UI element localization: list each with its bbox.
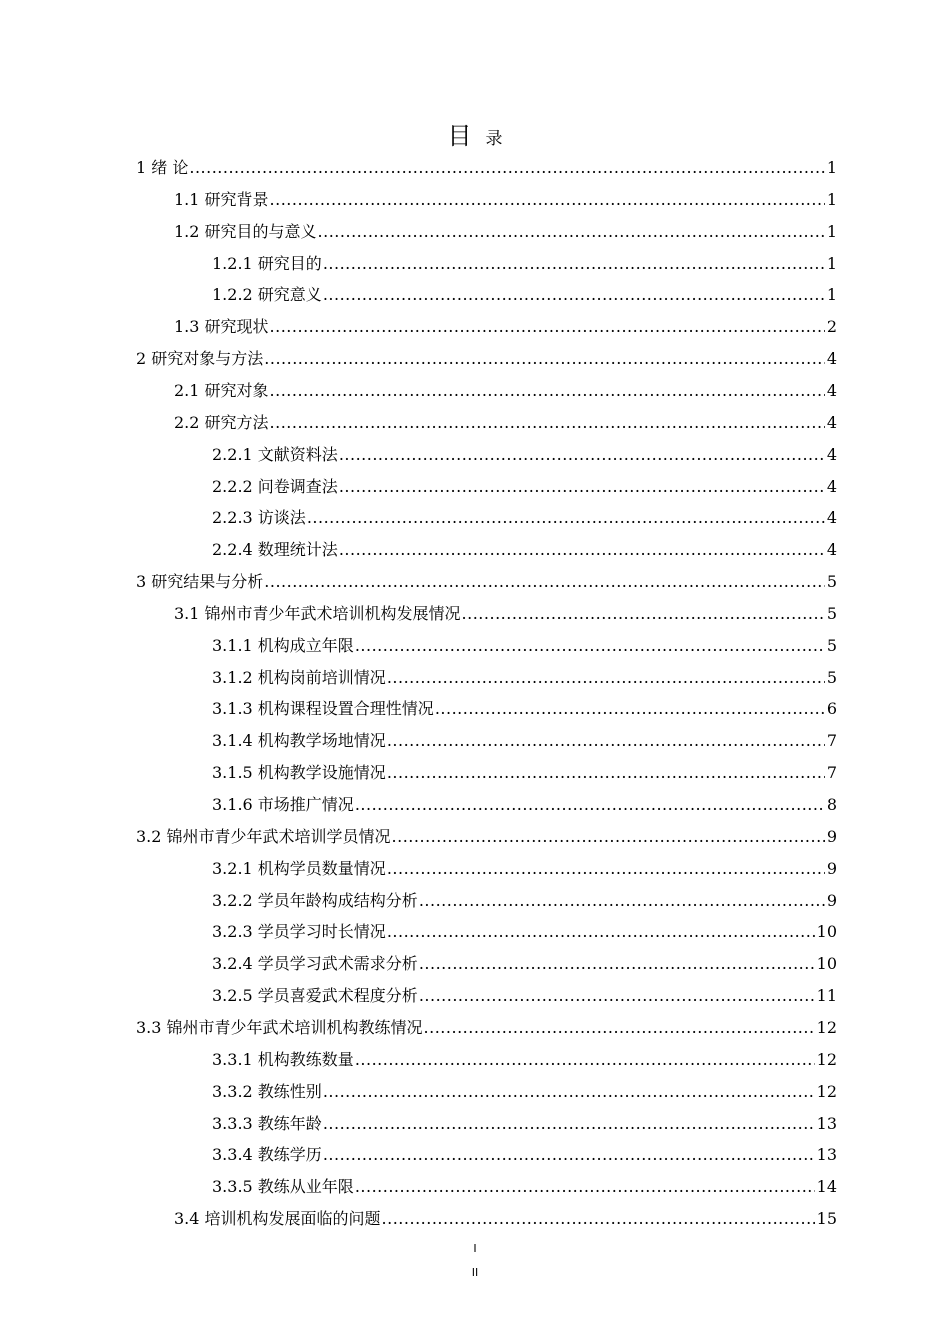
toc-entry-page: 7 <box>826 763 837 783</box>
toc-entry-page: 4 <box>826 540 837 560</box>
toc-entry[interactable] <box>212 920 837 944</box>
toc-entry-leader <box>419 984 815 1008</box>
toc-entry-page: 4 <box>826 380 837 400</box>
toc-entry[interactable] <box>212 1080 837 1104</box>
toc-entry-leader <box>339 538 825 562</box>
toc-entry[interactable] <box>174 379 837 403</box>
toc-entry-page: 2 <box>826 317 837 337</box>
toc-entry-leader <box>382 1207 815 1231</box>
toc-entry-label: 2.2.4 数理统计法 <box>212 540 338 560</box>
toc-entry-page: 10 <box>816 922 837 942</box>
toc-entry-page: 13 <box>816 1113 837 1133</box>
toc-entry-page: 4 <box>826 444 837 464</box>
toc-entry-page: 4 <box>826 476 837 496</box>
toc-entry[interactable] <box>212 1143 837 1167</box>
toc-entry-page: 5 <box>826 667 837 687</box>
toc-entry[interactable] <box>212 952 837 976</box>
toc-entry-page: 5 <box>826 635 837 655</box>
toc-entry-label: 3.2.2 学员年龄构成结构分析 <box>212 890 418 910</box>
page-number-roman-2: II <box>471 1266 479 1279</box>
toc-title-secondary: 录 <box>485 129 503 149</box>
toc-entry-label: 2.2.3 访谈法 <box>212 508 306 528</box>
toc-entry-page: 13 <box>816 1145 837 1165</box>
toc-entry-label: 1.1 研究背景 <box>174 189 269 209</box>
toc-entry-label: 1 绪 论 <box>136 158 189 177</box>
toc-entry-leader <box>323 1080 815 1104</box>
toc-entry-page: 5 <box>826 572 837 592</box>
toc-entry-page: 12 <box>816 1017 837 1037</box>
toc-entry-leader <box>387 729 825 753</box>
toc-entry-label: 2.2 研究方法 <box>174 412 269 432</box>
toc-entry-page: 5 <box>826 603 837 623</box>
toc-entry-leader <box>270 188 825 212</box>
toc-entry[interactable] <box>136 1016 837 1040</box>
toc-entry-label: 2.1 研究对象 <box>174 380 269 400</box>
toc-entry-leader <box>435 697 825 721</box>
toc-entry[interactable] <box>174 411 837 435</box>
toc-entry[interactable] <box>212 443 837 467</box>
toc-entry-page: 7 <box>826 731 837 751</box>
toc-entry-leader <box>323 283 825 307</box>
toc-entry-page: 9 <box>826 858 837 878</box>
toc-entry-page: 4 <box>826 412 837 432</box>
toc-entry-leader <box>355 1175 815 1199</box>
toc-entry-leader <box>419 889 825 913</box>
toc-entry-label: 1.2.1 研究目的 <box>212 253 322 273</box>
toc-entry-label: 2.2.2 问卷调查法 <box>212 476 338 496</box>
toc-entry-label: 2 研究对象与方法 <box>136 349 264 369</box>
toc-entry-leader <box>307 506 825 530</box>
toc-entry-leader <box>355 793 825 817</box>
toc-entry-leader <box>339 475 825 499</box>
toc-entry-leader <box>387 666 825 690</box>
toc-entry-label: 3 研究结果与分析 <box>136 572 264 592</box>
toc-entry-label: 3.2.5 学员喜爱武术程度分析 <box>212 986 418 1006</box>
toc-entry-page: 14 <box>816 1177 837 1197</box>
toc-title <box>0 116 950 151</box>
toc-entry[interactable] <box>136 825 837 849</box>
toc-entry-leader <box>424 1016 815 1040</box>
toc-entry-label: 3.1.1 机构成立年限 <box>212 635 354 655</box>
toc-entry[interactable] <box>136 570 837 594</box>
toc-entry-label: 3.1.5 机构教学设施情况 <box>212 763 386 783</box>
toc-entry-label: 3.1.2 机构岗前培训情况 <box>212 667 386 687</box>
toc-entry-leader <box>355 634 825 658</box>
toc-entry-label: 3.3 锦州市青少年武术培训机构教练情况 <box>136 1017 423 1037</box>
toc-entry[interactable] <box>212 283 837 307</box>
toc-entry-label: 1.3 研究现状 <box>174 317 269 337</box>
toc-entry-page: 10 <box>816 954 837 974</box>
toc-entry-leader <box>387 761 825 785</box>
toc-entry-label: 3.3.5 教练从业年限 <box>212 1177 354 1197</box>
toc-entry[interactable] <box>174 315 837 339</box>
toc-entry-page: 1 <box>826 221 837 241</box>
toc-entry-page: 11 <box>816 986 837 1006</box>
toc-entry-leader <box>270 411 825 435</box>
toc-entry-leader <box>270 315 825 339</box>
toc-entry-leader <box>270 379 825 403</box>
toc-entry[interactable] <box>212 697 837 721</box>
toc-entry[interactable] <box>212 634 837 658</box>
toc-entry[interactable] <box>212 889 837 913</box>
toc-entry-label: 3.3.1 机构教练数量 <box>212 1049 354 1069</box>
toc-entry-leader <box>318 220 825 244</box>
toc-entry-label: 2.2.1 文献资料法 <box>212 444 338 464</box>
toc-entry-label: 3.1.6 市场推广情况 <box>212 795 354 814</box>
toc-entry[interactable] <box>212 1048 837 1072</box>
page-number-roman-1: I <box>473 1242 477 1255</box>
toc-entry-page: 9 <box>826 826 837 846</box>
toc-entry-label: 1.2 研究目的与意义 <box>174 221 317 241</box>
toc-entry-label: 3.3.2 教练性别 <box>212 1081 322 1101</box>
toc-entry[interactable] <box>212 1112 837 1136</box>
toc-entry-label: 3.1 锦州市青少年武术培训机构发展情况 <box>174 603 461 623</box>
toc-entry-page: 8 <box>826 795 837 814</box>
toc-entry-page: 1 <box>826 189 837 209</box>
toc-entry-leader <box>419 952 815 976</box>
toc-entry[interactable] <box>212 793 837 817</box>
toc-entry[interactable] <box>212 666 837 690</box>
toc-entry[interactable] <box>136 347 837 371</box>
toc-entry-leader <box>387 857 825 881</box>
toc-entry[interactable] <box>174 188 837 212</box>
toc-entry-page: 1 <box>826 158 837 177</box>
toc-title-main: 目 <box>447 122 472 150</box>
toc-entry[interactable] <box>212 729 837 753</box>
toc-entry-leader <box>264 347 825 371</box>
toc-entry-label: 1.2.2 研究意义 <box>212 285 322 305</box>
toc-entry-label: 3.3.4 教练学历 <box>212 1145 322 1165</box>
toc-entry[interactable] <box>212 475 837 499</box>
toc-entry-page: 9 <box>826 890 837 910</box>
toc-entry-page: 4 <box>826 349 837 369</box>
toc-entry[interactable] <box>212 857 837 881</box>
toc-entry-leader <box>264 570 825 594</box>
toc-entry-page: 15 <box>816 1209 837 1229</box>
toc-entry[interactable] <box>174 602 837 626</box>
toc-entry-page: 1 <box>826 285 837 305</box>
toc-entry-leader <box>462 602 825 626</box>
toc-entry[interactable] <box>212 252 837 276</box>
toc-entry-label: 3.1.3 机构课程设置合理性情况 <box>212 699 434 719</box>
toc-entry-leader <box>323 252 825 276</box>
toc-entry-label: 3.2.1 机构学员数量情况 <box>212 858 386 878</box>
toc-entry-leader <box>339 443 825 467</box>
toc-entry-label: 3.3.3 教练年龄 <box>212 1113 322 1133</box>
toc-entry-page: 1 <box>826 253 837 273</box>
toc-entry-label: 3.1.4 机构教学场地情况 <box>212 731 386 751</box>
toc-entry[interactable] <box>212 761 837 785</box>
toc-entry-page: 6 <box>826 699 837 719</box>
toc-entry[interactable] <box>212 506 837 530</box>
toc-entry-page: 4 <box>826 508 837 528</box>
toc-entry[interactable] <box>174 1207 837 1231</box>
toc-entry-leader <box>392 825 825 849</box>
toc-entry-leader <box>189 156 824 180</box>
toc-entry-leader <box>323 1143 815 1167</box>
toc-entry[interactable] <box>212 1175 837 1199</box>
toc-entry-label: 3.4 培训机构发展面临的问题 <box>174 1209 381 1229</box>
toc-entry-leader <box>355 1048 815 1072</box>
toc-entry[interactable] <box>136 156 837 180</box>
toc-entry-label: 3.2 锦州市青少年武术培训学员情况 <box>136 826 391 846</box>
toc-entry-page: 12 <box>816 1081 837 1101</box>
toc-entry[interactable] <box>212 538 837 562</box>
toc-entry-page: 12 <box>816 1049 837 1069</box>
toc-entry-label: 3.2.4 学员学习武术需求分析 <box>212 954 418 974</box>
toc-entry-leader <box>387 920 815 944</box>
toc-entry[interactable] <box>174 220 837 244</box>
toc-entry-label: 3.2.3 学员学习时长情况 <box>212 922 386 942</box>
toc-entry-leader <box>323 1112 815 1136</box>
toc-entry[interactable] <box>212 984 837 1008</box>
